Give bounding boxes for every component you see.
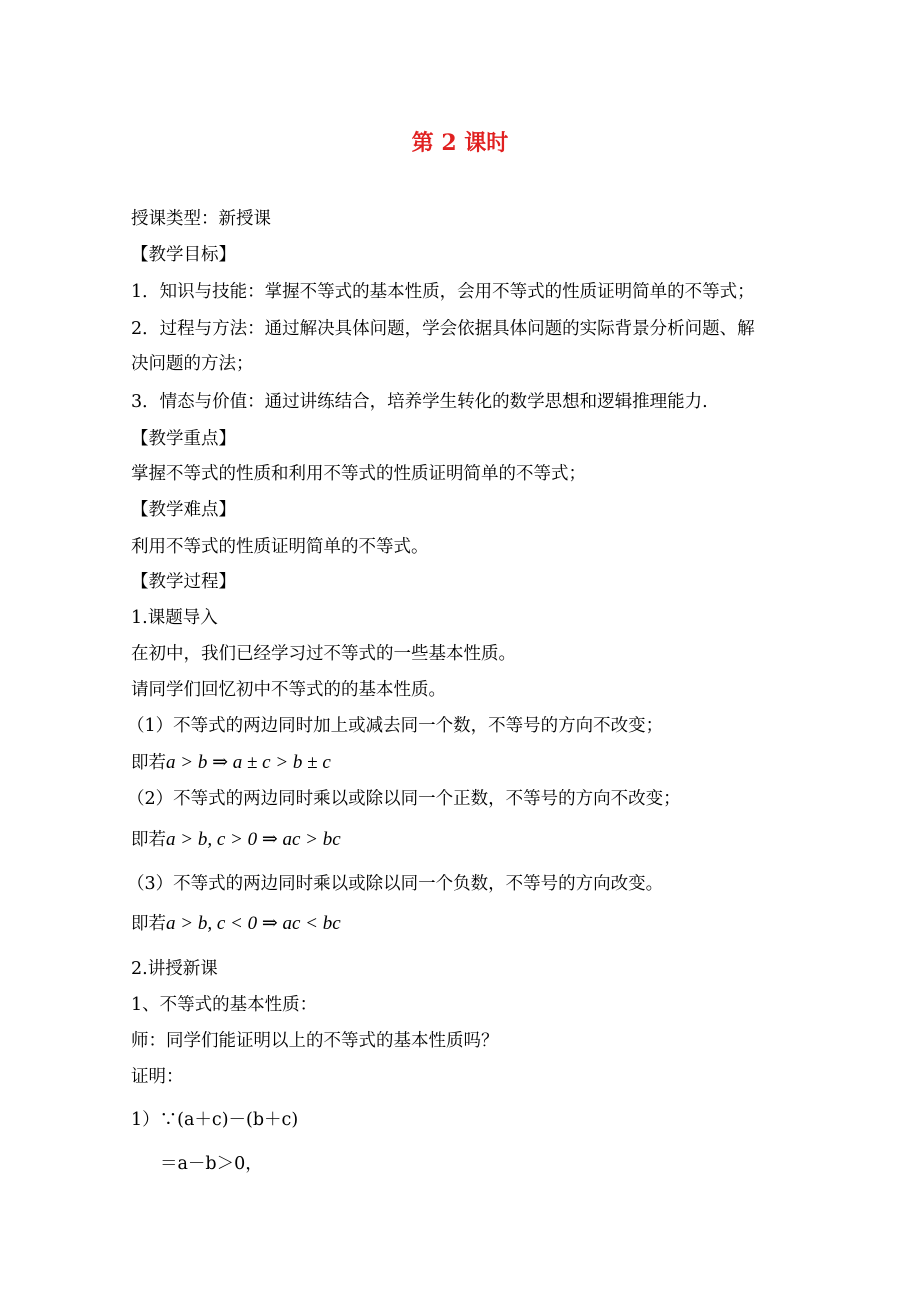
teacher-question: 师：同学们能证明以上的不等式的基本性质吗？	[131, 1031, 499, 1051]
property-2-formula	[131, 827, 341, 853]
goal-1: 1．知识与技能：掌握不等式的基本性质，会用不等式的性质证明简单的不等式；	[131, 282, 755, 302]
formula-prefix: 即若	[131, 914, 166, 934]
goal-2-continued: 决问题的方法；	[131, 354, 254, 374]
page-title: 第 2 课时	[411, 130, 509, 156]
new-lesson-heading: 2.讲授新课	[131, 959, 218, 979]
formula-prefix: 即若	[131, 830, 166, 850]
formula-math: a > b ⇒ a ± c > b ± c	[166, 752, 331, 773]
difficulty-point: 利用不等式的性质证明简单的不等式。	[131, 537, 429, 557]
lesson-type: 授课类型：新授课	[131, 209, 271, 229]
key-point: 掌握不等式的性质和利用不等式的性质证明简单的不等式；	[131, 464, 586, 484]
proof-label: 证明：	[131, 1067, 184, 1087]
property-3-formula	[131, 911, 341, 937]
goal-2: 2．过程与方法：通过解决具体问题，学会依据具体问题的实际背景分析问题、解	[131, 319, 755, 339]
formula-prefix: 即若	[131, 753, 166, 773]
intro-heading: 1.课题导入	[131, 608, 218, 628]
proof-step-2: ＝a－b＞0，	[160, 1154, 263, 1174]
property-1: （1）不等式的两边同时加上或减去同一个数，不等号的方向不改变；	[127, 716, 664, 736]
property-1-formula	[131, 750, 331, 776]
proof-step-1: 1）∵(a＋c)－(b＋c)	[131, 1110, 299, 1130]
formula-math: a > b, c < 0 ⇒ ac < bc	[166, 913, 341, 934]
intro-line-1: 在初中，我们已经学习过不等式的一些基本性质。	[131, 644, 516, 664]
basic-properties-heading: 1、不等式的基本性质：	[131, 995, 318, 1015]
section-heading-key: 【教学重点】	[131, 429, 236, 449]
goal-3: 3．情态与价值：通过讲练结合，培养学生转化的数学思想和逻辑推理能力.	[131, 392, 708, 412]
intro-line-2: 请同学们回忆初中不等式的的基本性质。	[131, 680, 446, 700]
property-2: （2）不等式的两边同时乘以或除以同一个正数，不等号的方向不改变；	[127, 789, 681, 809]
section-heading-goals: 【教学目标】	[131, 245, 236, 265]
property-3: （3）不等式的两边同时乘以或除以同一个负数，不等号的方向改变。	[127, 874, 664, 894]
formula-math: a > b, c > 0 ⇒ ac > bc	[166, 829, 341, 850]
section-heading-process: 【教学过程】	[131, 572, 236, 592]
section-heading-difficulty: 【教学难点】	[131, 500, 236, 520]
